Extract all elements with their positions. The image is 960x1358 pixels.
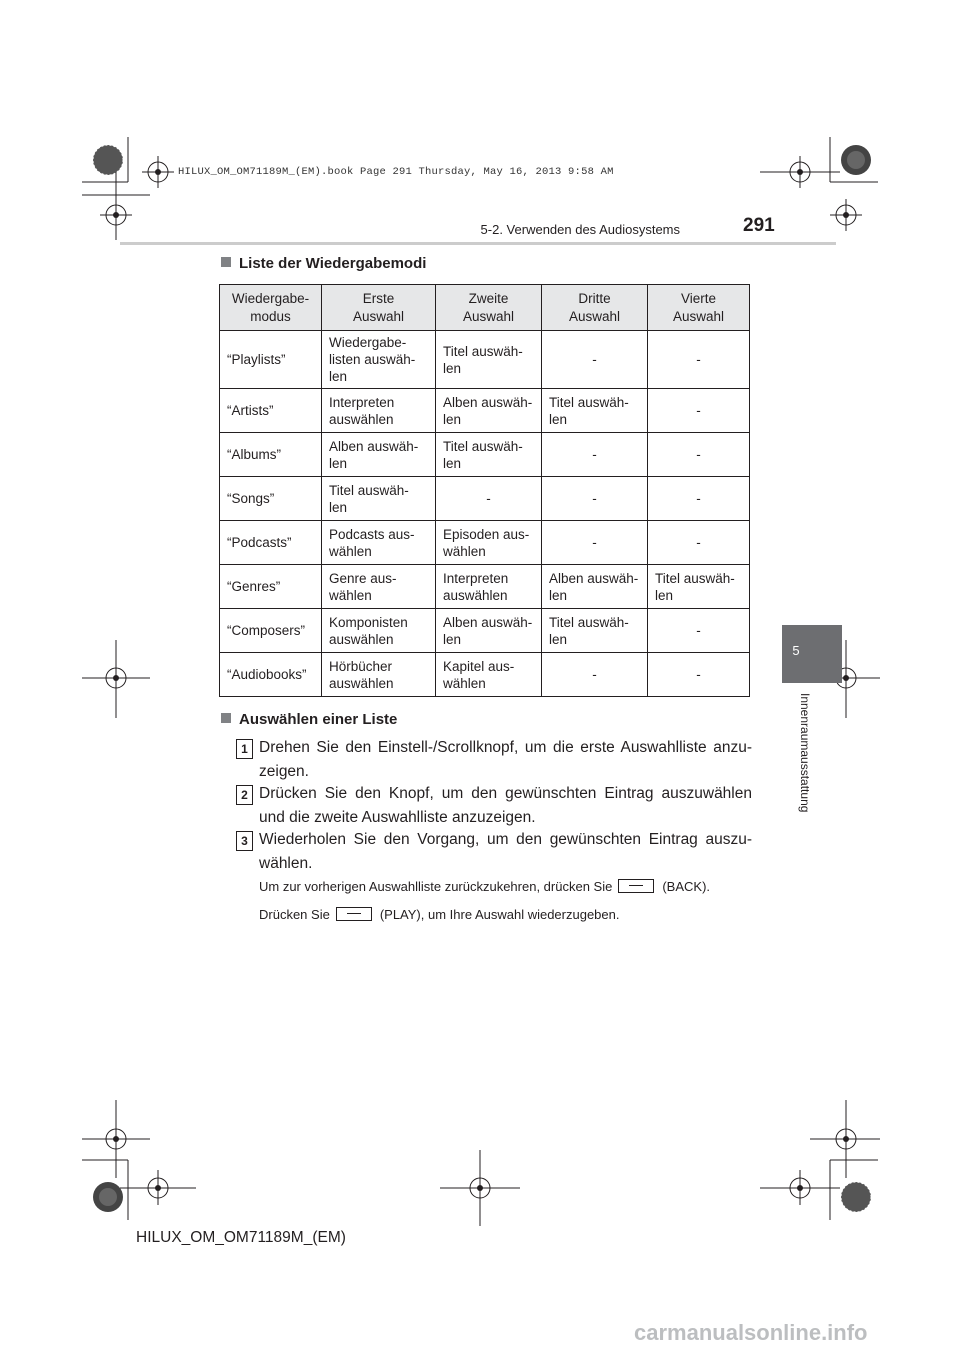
table-cell: Wiedergabe- listen auswäh- len [322,331,436,389]
square-bullet-icon [221,713,231,723]
table-cell: Episoden aus- wählen [436,521,542,565]
table-cell: Titel auswäh- len [542,389,648,433]
section-heading-select-list [221,711,397,728]
table-cell: Interpreten auswählen [322,389,436,433]
table-cell: - [542,477,648,521]
step-number-badge: 2 [236,785,253,805]
page-number: 291 [743,215,775,236]
table-cell: - [542,521,648,565]
footer-document-code: HILUX_OM_OM71189M_(EM) [136,1229,346,1246]
table-cell: - [542,433,648,477]
table-header-cell: Dritte Auswahl [542,285,648,331]
note-text: Drücken Sie [259,907,330,922]
play-button-icon [336,907,372,921]
back-button-icon [618,879,654,893]
table-row [220,521,750,565]
section-heading-modes [221,255,426,272]
table-cell: “Songs” [220,477,322,521]
table-header-row [220,285,750,331]
table-cell: Titel auswäh- len [322,477,436,521]
table-cell: Alben auswäh- len [322,433,436,477]
table-cell: Titel auswäh- len [648,565,750,609]
step-number-badge: 1 [236,739,253,759]
table-cell: - [648,331,750,389]
table-cell: “Artists” [220,389,322,433]
section-heading-text: Liste der Wiedergabemodi [239,255,427,272]
table-cell: Alben auswäh- len [542,565,648,609]
chapter-label: Innenraumausstattung [798,693,812,813]
table-row [220,609,750,653]
table-cell: Genre aus- wählen [322,565,436,609]
table-cell: Titel auswäh- len [436,433,542,477]
table-row [220,653,750,697]
table-cell: Kapitel aus- wählen [436,653,542,697]
table-cell: - [648,389,750,433]
table-cell: “Composers” [220,609,322,653]
table-cell: - [436,477,542,521]
header-section-title: 5-2. Verwenden des Audiosystems [480,222,680,237]
note-text: (PLAY), um Ihre Auswahl wiederzugeben. [379,907,620,922]
table-cell: Komponisten auswählen [322,609,436,653]
table-cell: - [542,331,648,389]
table-cell: - [648,521,750,565]
table-cell: Podcasts aus- wählen [322,521,436,565]
step-text: Drehen Sie den Einstell-/Scrollknopf, um die erste Auswahlliste anzu-zeigen. [259,739,752,780]
header-rule [120,242,836,245]
step-number-badge: 3 [236,831,253,851]
table-header-cell: Zweite Auswahl [436,285,542,331]
table-header-cell: Erste Auswahl [322,285,436,331]
table-cell: - [648,433,750,477]
table-cell: “Genres” [220,565,322,609]
step-text: Wiederholen Sie den Vorgang, um den gewünschten Eintrag auszu-wählen. [259,831,752,872]
table-cell: “Audiobooks” [220,653,322,697]
table-cell: Alben auswäh- len [436,389,542,433]
chapter-number: 5 [792,643,800,658]
table-row [220,477,750,521]
table-cell: - [542,653,648,697]
table-header-cell: Vierte Auswahl [648,285,750,331]
table-header-cell: Wiedergabe- modus [220,285,322,331]
step-2 [236,782,752,830]
table-row [220,433,750,477]
table-cell: - [648,609,750,653]
table-cell: Titel auswäh- len [436,331,542,389]
note-text: (BACK). [662,879,711,894]
square-bullet-icon [221,257,231,267]
step-3 [236,828,752,876]
note-text: Um zur vorherigen Auswahlliste zurückzukehren, drücken Sie [259,879,613,894]
table-cell: “Albums” [220,433,322,477]
table-cell: “Podcasts” [220,521,322,565]
table-cell: Alben auswäh- len [436,609,542,653]
table-cell: “Playlists” [220,331,322,389]
note-back [259,879,710,894]
table-row [220,331,750,389]
step-text: Drücken Sie den Knopf, um den gewünschten Eintrag auszuwählen und die zweite Auswahlliste anzuzeigen. [259,785,752,826]
book-file-line: HILUX_OM_OM71189M_(EM).book Page 291 Thursday, May 16, 2013 9:58 AM [178,166,614,178]
table-cell: - [648,477,750,521]
step-1 [236,736,752,784]
table-cell: Titel auswäh- len [542,609,648,653]
note-play [259,907,619,922]
playback-modes-table [219,284,750,697]
table-cell: Interpreten auswählen [436,565,542,609]
table-cell: - [648,653,750,697]
section-heading-text: Auswählen einer Liste [239,711,398,728]
table-row [220,565,750,609]
table-row [220,389,750,433]
table-cell: Hörbücher auswählen [322,653,436,697]
watermark: carmanualsonline.info [634,1320,868,1345]
